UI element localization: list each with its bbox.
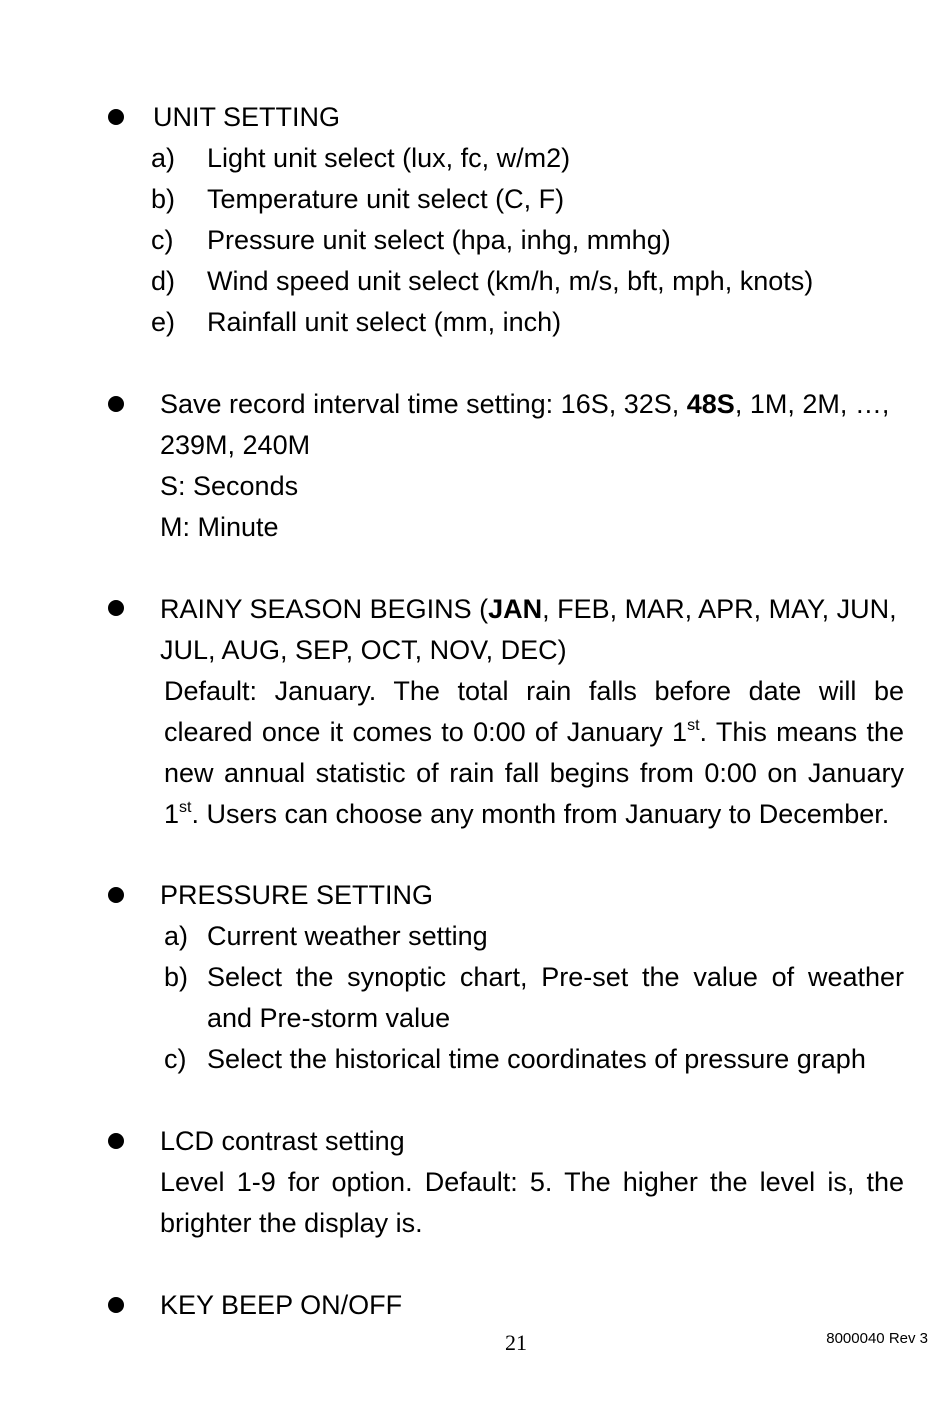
list-item: Current weather setting [207, 921, 488, 951]
rainy-season-text: . This means the [699, 717, 905, 747]
key-beep-title: KEY BEEP ON/OFF [160, 1290, 403, 1320]
rainy-season-text: cleared once it comes to 0:00 of January 1 [164, 717, 688, 747]
list-item: Select the historical time coordinates of pressure graph [207, 1044, 866, 1074]
list-item: Light unit select (lux, fc, w/m2) [207, 143, 571, 173]
bullet-icon [108, 1133, 124, 1149]
list-label: c) [151, 225, 174, 255]
bullet-icon [108, 109, 124, 125]
rainy-season-desc: new annual statistic of rain fall begins from 0:00 on January [164, 758, 904, 788]
save-record-text: , 1M, 2M, …, [734, 389, 890, 419]
list-item: Select the synoptic chart, Pre-set the value of weather [207, 962, 904, 992]
rainy-season-default: JAN [488, 594, 543, 624]
lcd-contrast-desc: Level 1-9 for option. Default: 5. The higher the level is, the [160, 1167, 904, 1197]
rainy-season-title: JUL, AUG, SEP, OCT, NOV, DEC) [160, 635, 567, 665]
list-label: e) [151, 307, 176, 337]
save-record-line: M: Minute [160, 512, 279, 542]
list-label: a) [151, 143, 176, 173]
list-item: Temperature unit select (C, F) [207, 184, 565, 214]
rainy-season-desc: Default: January. The total rain falls before date will be [164, 676, 904, 706]
bullet-icon [108, 1297, 124, 1313]
revision-label: 8000040 Rev 3 [826, 1330, 928, 1347]
ordinal-suffix: st [687, 717, 700, 734]
rainy-season-desc [164, 794, 889, 835]
save-record-default: 48S [686, 389, 735, 419]
rainy-season-text: . Users can choose any month from January to December. [191, 799, 890, 829]
save-record-line [160, 384, 889, 425]
rainy-season-text: , FEB, MAR, APR, MAY, JUN, [542, 594, 897, 624]
list-item: Pressure unit select (hpa, inhg, mmhg) [207, 225, 671, 255]
bullet-icon [108, 396, 124, 412]
rainy-season-desc [164, 712, 904, 753]
rainy-season-text: RAINY SEASON BEGINS ( [160, 594, 489, 624]
lcd-contrast-desc: brighter the display is. [160, 1208, 423, 1238]
ordinal-suffix: st [179, 799, 192, 816]
list-label: d) [151, 266, 176, 296]
list-label: a) [164, 921, 189, 951]
page-number: 21 [505, 1330, 527, 1355]
lcd-contrast-title: LCD contrast setting [160, 1126, 405, 1156]
pressure-setting-title: PRESSURE SETTING [160, 880, 434, 910]
list-item: Wind speed unit select (km/h, m/s, bft, mph, knots) [207, 266, 814, 296]
list-item: and Pre-storm value [207, 1003, 451, 1033]
bullet-icon [108, 600, 124, 616]
save-record-line: 239M, 240M [160, 430, 311, 460]
rainy-season-title [160, 589, 897, 630]
list-label: b) [164, 962, 189, 992]
list-label: b) [151, 184, 176, 214]
list-item: Rainfall unit select (mm, inch) [207, 307, 562, 337]
rainy-season-text: 1 [164, 799, 180, 829]
bullet-icon [108, 887, 124, 903]
unit-setting-title: UNIT SETTING [153, 102, 341, 132]
list-label: c) [164, 1044, 187, 1074]
save-record-text: Save record interval time setting: 16S, 32S, [160, 389, 687, 419]
save-record-line: S: Seconds [160, 471, 299, 501]
